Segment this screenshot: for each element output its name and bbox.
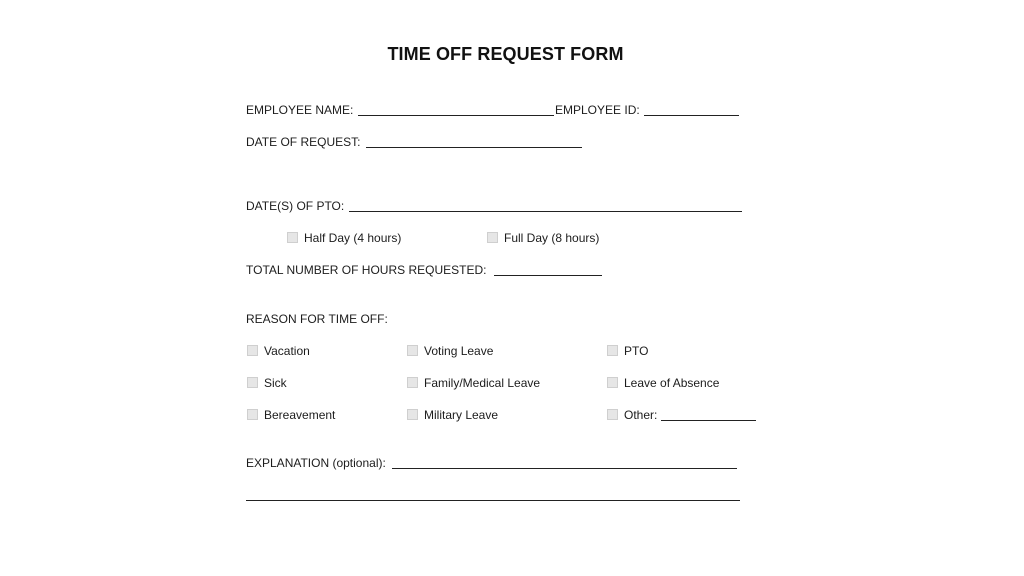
explanation-field-line-2[interactable]: [246, 500, 740, 501]
sick-label: Sick: [264, 376, 287, 390]
family-medical-leave-checkbox[interactable]: [407, 377, 418, 388]
full-day-checkbox[interactable]: [487, 232, 498, 243]
employee-id-label: EMPLOYEE ID:: [555, 103, 640, 117]
date-of-request-field[interactable]: [366, 147, 582, 148]
vacation-checkbox[interactable]: [247, 345, 258, 356]
military-leave-checkbox[interactable]: [407, 409, 418, 420]
form-title: TIME OFF REQUEST FORM: [387, 44, 624, 64]
other-checkbox[interactable]: [607, 409, 618, 420]
half-day-label: Half Day (4 hours): [304, 231, 402, 245]
employee-name-field[interactable]: [358, 115, 554, 116]
sick-checkbox[interactable]: [247, 377, 258, 388]
other-reason-field[interactable]: [661, 420, 756, 421]
explanation-field-line-1[interactable]: [392, 468, 737, 469]
reason-label: REASON FOR TIME OFF:: [246, 312, 388, 326]
full-day-label: Full Day (8 hours): [504, 231, 600, 245]
leave-of-absence-label: Leave of Absence: [624, 376, 720, 390]
voting-leave-checkbox[interactable]: [407, 345, 418, 356]
pto-checkbox[interactable]: [607, 345, 618, 356]
total-hours-label: TOTAL NUMBER OF HOURS REQUESTED:: [246, 263, 487, 277]
half-day-checkbox[interactable]: [287, 232, 298, 243]
voting-leave-label: Voting Leave: [424, 344, 494, 358]
employee-name-label: EMPLOYEE NAME:: [246, 103, 354, 117]
leave-of-absence-checkbox[interactable]: [607, 377, 618, 388]
family-medical-leave-label: Family/Medical Leave: [424, 376, 541, 390]
dates-of-pto-field[interactable]: [349, 211, 742, 212]
employee-id-field[interactable]: [644, 115, 739, 116]
pto-label: PTO: [624, 344, 649, 358]
bereavement-label: Bereavement: [264, 408, 336, 422]
other-label: Other:: [624, 408, 658, 422]
military-leave-label: Military Leave: [424, 408, 499, 422]
vacation-label: Vacation: [264, 344, 310, 358]
total-hours-field[interactable]: [494, 275, 602, 276]
explanation-label: EXPLANATION (optional):: [246, 456, 386, 470]
date-of-request-label: DATE OF REQUEST:: [246, 135, 361, 149]
bereavement-checkbox[interactable]: [247, 409, 258, 420]
dates-of-pto-label: DATE(S) OF PTO:: [246, 199, 345, 213]
